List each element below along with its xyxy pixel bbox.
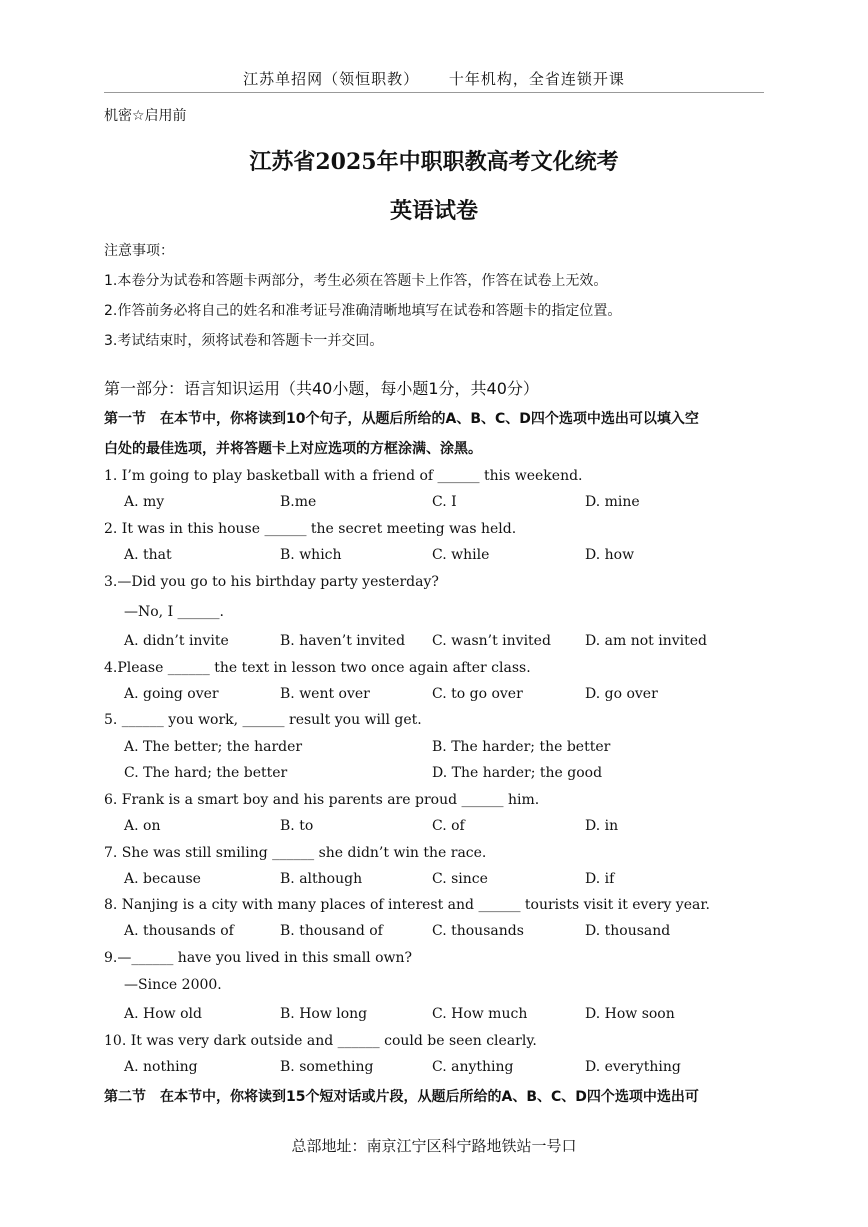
- answer-option: B. to: [280, 818, 314, 834]
- answer-option: A. nothing: [124, 1059, 198, 1075]
- answer-option: A. on: [124, 818, 161, 834]
- exam-title: 江苏省2025年中职职教高考文化统考: [249, 149, 619, 175]
- note-item: 2.作答前务必将自己的姓名和准考证号准确清晰地填写在试卷和答题卡的指定位置。: [104, 303, 622, 319]
- answer-option: D. how: [585, 547, 635, 563]
- answer-option: A. thousands of: [124, 923, 234, 939]
- exam-subtitle: 英语试卷: [389, 198, 478, 224]
- answer-option: D. mine: [585, 494, 640, 510]
- answer-option: B. although: [280, 871, 363, 887]
- answer-option: C. anything: [432, 1059, 514, 1075]
- answer-option: D. in: [585, 818, 619, 834]
- question-stem: 5. ______ you work, ______ result you will get.: [104, 712, 422, 728]
- answer-option: A. because: [124, 871, 201, 887]
- answer-option: C. of: [432, 818, 465, 834]
- section1-instruction-cont: 白处的最佳选项，并将答题卡上对应选项的方框涂满、涂黑。: [104, 441, 482, 457]
- answer-option: C. The hard; the better: [124, 765, 288, 781]
- answer-option: B. thousand of: [280, 923, 383, 939]
- header-left: 江苏单招网（领恒职教）: [243, 70, 420, 88]
- page-header: [104, 68, 764, 93]
- answer-option: A. my: [124, 494, 165, 510]
- answer-option: A. The better; the harder: [124, 739, 303, 755]
- answer-option: C. How much: [432, 1006, 528, 1022]
- header-right: 十年机构，全省连锁开课: [448, 70, 625, 88]
- answer-option: A. going over: [124, 686, 219, 702]
- answer-option: D. The harder; the good: [432, 765, 603, 781]
- answer-option: B. How long: [280, 1006, 368, 1022]
- note-item: 1.本卷分为试卷和答题卡两部分，考生必须在答题卡上作答，作答在试卷上无效。: [104, 273, 608, 289]
- answer-option: D. if: [585, 871, 615, 887]
- answer-option: D. thousand: [585, 923, 671, 939]
- question-stem: 9.—______ have you lived in this small own?: [104, 950, 413, 966]
- answer-option: B. something: [280, 1059, 374, 1075]
- answer-option: D. everything: [585, 1059, 681, 1075]
- answer-option: C. thousands: [432, 923, 524, 939]
- answer-option: A. How old: [124, 1006, 202, 1022]
- question-stem: 1. I’m going to play basketball with a friend of ______ this weekend.: [104, 468, 583, 484]
- answer-option: B. which: [280, 547, 342, 563]
- section1-instruction: 第一节 在本节中，你将读到10个句子，从题后所给的A、B、C、D四个选项中选出可以填入空: [104, 411, 699, 427]
- answer-option: D. am not invited: [585, 633, 707, 649]
- section2-instruction: 第二节 在本节中，你将读到15个短对话或片段，从题后所给的A、B、C、D四个选项中选出可: [104, 1089, 699, 1105]
- question-stem: 3.—Did you go to his birthday party yesterday?: [104, 574, 439, 590]
- answer-option: C. wasn’t invited: [432, 633, 551, 649]
- answer-option: C. since: [432, 871, 488, 887]
- question-dialogue-line: —No, I ______.: [124, 604, 225, 620]
- question-stem: 8. Nanjing is a city with many places of interest and ______ tourists visit it every year.: [104, 897, 710, 913]
- confidential-mark: 机密☆启用前: [104, 108, 187, 124]
- answer-option: D. go over: [585, 686, 658, 702]
- question-dialogue-line: —Since 2000.: [124, 977, 222, 993]
- answer-option: B. haven’t invited: [280, 633, 406, 649]
- question-stem: 4.Please ______ the text in lesson two once again after class.: [104, 660, 531, 676]
- answer-option: C. I: [432, 494, 457, 510]
- note-item: 3.考试结束时，须将试卷和答题卡一并交回。: [104, 333, 384, 349]
- answer-option: B. The harder; the better: [432, 739, 611, 755]
- page-footer: 总部地址：南京江宁区科宁路地铁站一号口: [291, 1137, 577, 1155]
- part1-heading: 第一部分：语言知识运用（共40小题，每小题1分，共40分）: [104, 379, 539, 398]
- answer-option: B. went over: [280, 686, 370, 702]
- answer-option: A. didn’t invite: [124, 633, 229, 649]
- answer-option: A. that: [124, 547, 172, 563]
- question-stem: 6. Frank is a smart boy and his parents are proud ______ him.: [104, 792, 540, 808]
- answer-option: B.me: [280, 494, 317, 510]
- question-stem: 2. It was in this house ______ the secret meeting was held.: [104, 521, 517, 537]
- answer-option: C. to go over: [432, 686, 523, 702]
- notes-title: 注意事项：: [104, 243, 174, 259]
- question-stem: 10. It was very dark outside and ______ could be seen clearly.: [104, 1033, 537, 1049]
- question-stem: 7. She was still smiling ______ she didn’t win the race.: [104, 845, 487, 861]
- answer-option: C. while: [432, 547, 490, 563]
- answer-option: D. How soon: [585, 1006, 675, 1022]
